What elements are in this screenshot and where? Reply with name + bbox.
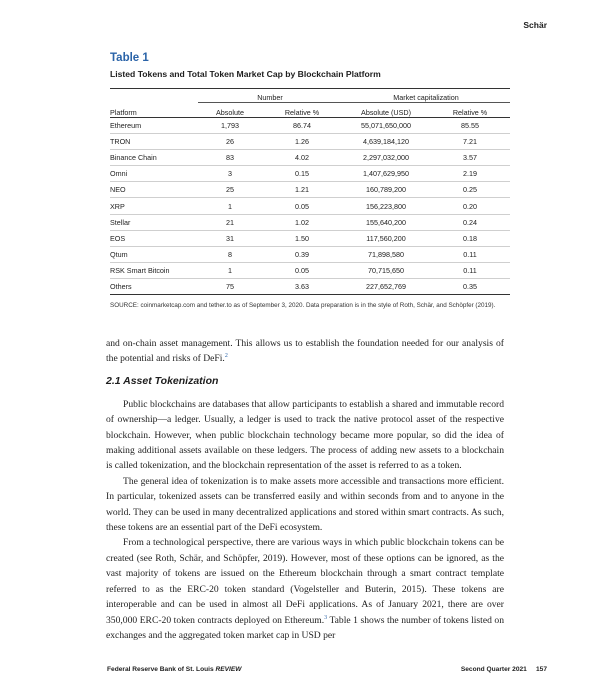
- paragraph-text: Table 1 shows the number of tokens listed on exchanges and the aggregated token market cap in USD per: [106, 614, 504, 641]
- value-cell: 31: [198, 230, 262, 246]
- running-head: Schär: [523, 20, 547, 30]
- table-body: [110, 118, 510, 295]
- value-cell: 0.25: [430, 182, 510, 198]
- table-row: [110, 278, 510, 294]
- table-row: [110, 262, 510, 278]
- table-row: [110, 230, 510, 246]
- platform-cell: Qtum: [110, 246, 198, 262]
- col-header-platform: Platform: [110, 103, 198, 118]
- value-cell: 21: [198, 214, 262, 230]
- value-cell: 0.05: [262, 198, 342, 214]
- value-cell: 70,715,650: [342, 262, 430, 278]
- value-cell: 71,898,580: [342, 246, 430, 262]
- value-cell: 1: [198, 262, 262, 278]
- table-row: [110, 198, 510, 214]
- value-cell: 3.57: [430, 150, 510, 166]
- table-row: [110, 118, 510, 134]
- platform-cell: EOS: [110, 230, 198, 246]
- value-cell: 0.20: [430, 198, 510, 214]
- table-row: [110, 150, 510, 166]
- value-cell: 227,652,769: [342, 278, 430, 294]
- value-cell: 0.15: [262, 166, 342, 182]
- body-text: [106, 336, 504, 643]
- value-cell: 2,297,032,000: [342, 150, 430, 166]
- platform-cell: RSK Smart Bitcoin: [110, 262, 198, 278]
- platform-cell: XRP: [110, 198, 198, 214]
- col-header-relative: Relative %: [262, 103, 342, 118]
- paragraph-text: From a technological perspective, there are various ways in which public blockchain tokens can be created (see Roth, Schär, and Schöpfer, 2019). However, most of these options can be ignored, as the vast majority of tokens are issued on the Ethereum blockchain through a smart contract template referred to as the ERC-20 token standard (Vogelsteller and Buterin, 2015). These tokens are interoperable and can be used in almost all DeFi applications. As of January 2021, there are over 350,000 ERC-20 token contracts deployed on Ethereum.: [106, 537, 504, 626]
- footer-issue-page: Second Quarter 2021 157: [460, 666, 547, 673]
- platform-cell: Others: [110, 278, 198, 294]
- table-row: [110, 214, 510, 230]
- platform-cell: Binance Chain: [110, 150, 198, 166]
- value-cell: 117,560,200: [342, 230, 430, 246]
- table-title: Listed Tokens and Total Token Market Cap by Blockchain Platform: [110, 69, 381, 79]
- platform-cell: Ethereum: [110, 118, 198, 134]
- value-cell: 0.05: [262, 262, 342, 278]
- value-cell: 75: [198, 278, 262, 294]
- value-cell: 26: [198, 134, 262, 150]
- value-cell: 3: [198, 166, 262, 182]
- value-cell: 156,223,800: [342, 198, 430, 214]
- value-cell: 1.02: [262, 214, 342, 230]
- value-cell: 160,789,200: [342, 182, 430, 198]
- platform-cell: TRON: [110, 134, 198, 150]
- value-cell: 1,793: [198, 118, 262, 134]
- header-spacer: [110, 89, 198, 103]
- value-cell: 0.24: [430, 214, 510, 230]
- value-cell: 1.26: [262, 134, 342, 150]
- value-cell: 2.19: [430, 166, 510, 182]
- value-cell: 55,071,650,000: [342, 118, 430, 134]
- paragraph-continuation: [106, 336, 504, 367]
- table-row: [110, 134, 510, 150]
- token-table: [110, 88, 510, 295]
- value-cell: 4,639,184,120: [342, 134, 430, 150]
- col-header-absolute: Absolute: [198, 103, 262, 118]
- footer-journal-name: Federal Reserve Bank of St. Louis: [107, 666, 216, 673]
- platform-cell: Omni: [110, 166, 198, 182]
- platform-cell: NEO: [110, 182, 198, 198]
- col-header-relative-cap: Relative %: [430, 103, 510, 118]
- footnote-ref[interactable]: 3: [324, 614, 328, 621]
- paragraph-text: and on-chain asset management. This allows us to establish the foundation needed for our analysis of the potential and risks of DeFi.: [106, 338, 504, 365]
- col-header-absolute-usd: Absolute (USD): [342, 103, 430, 118]
- footnote-ref[interactable]: 2: [224, 353, 228, 360]
- value-cell: 85.55: [430, 118, 510, 134]
- platform-cell: Stellar: [110, 214, 198, 230]
- table-row: [110, 246, 510, 262]
- group-header-number: Number: [198, 89, 342, 103]
- footer-journal: [107, 666, 241, 673]
- value-cell: 1: [198, 198, 262, 214]
- value-cell: 1,407,629,950: [342, 166, 430, 182]
- table-block: [110, 52, 510, 310]
- value-cell: 25: [198, 182, 262, 198]
- value-cell: 1.50: [262, 230, 342, 246]
- value-cell: 155,640,200: [342, 214, 430, 230]
- value-cell: 86.74: [262, 118, 342, 134]
- paragraph-2: The general idea of tokenization is to make assets more accessible and transactions more efficient. In particular, tokenized assets can be transferred easily and within seconds from and to anyone in the world. They can be used in many decentralized applications and stored within smart contracts. As such, these tokens are an essential part of the DeFi ecosystem.: [106, 475, 504, 534]
- paragraph-1: Public blockchains are databases that allow participants to establish a shared and immutable record of ownership—a ledger. Usually, a ledger is used to track the native protocol asset of the respective blockchain. However, when public blockchain technology became more popular, so did the idea of making additional assets available on these ledgers. The process of adding new assets to a blockchain is called tokenization, and the blockchain representation of the asset is referred to as a token.: [106, 398, 504, 472]
- value-cell: 83: [198, 150, 262, 166]
- value-cell: 8: [198, 246, 262, 262]
- value-cell: 4.02: [262, 150, 342, 166]
- paragraph-3: [106, 535, 504, 643]
- value-cell: 1.21: [262, 182, 342, 198]
- value-cell: 0.18: [430, 230, 510, 246]
- section-heading: 2.1 Asset Tokenization: [106, 374, 219, 387]
- table-row: [110, 182, 510, 198]
- table-label: Table 1: [110, 52, 149, 64]
- value-cell: 0.11: [430, 262, 510, 278]
- footer-journal-italic: REVIEW: [215, 666, 242, 673]
- value-cell: 7.21: [430, 134, 510, 150]
- table-row: [110, 166, 510, 182]
- value-cell: 0.35: [430, 278, 510, 294]
- table-source: SOURCE: coinmarketcap.com and tether.to as of September 3, 2020. Data preparation is in the style of Roth, Schär, and Schöpfer (2019).: [110, 302, 496, 310]
- value-cell: 0.11: [430, 246, 510, 262]
- value-cell: 3.63: [262, 278, 342, 294]
- value-cell: 0.39: [262, 246, 342, 262]
- group-header-market-cap: Market capitalization: [342, 89, 510, 103]
